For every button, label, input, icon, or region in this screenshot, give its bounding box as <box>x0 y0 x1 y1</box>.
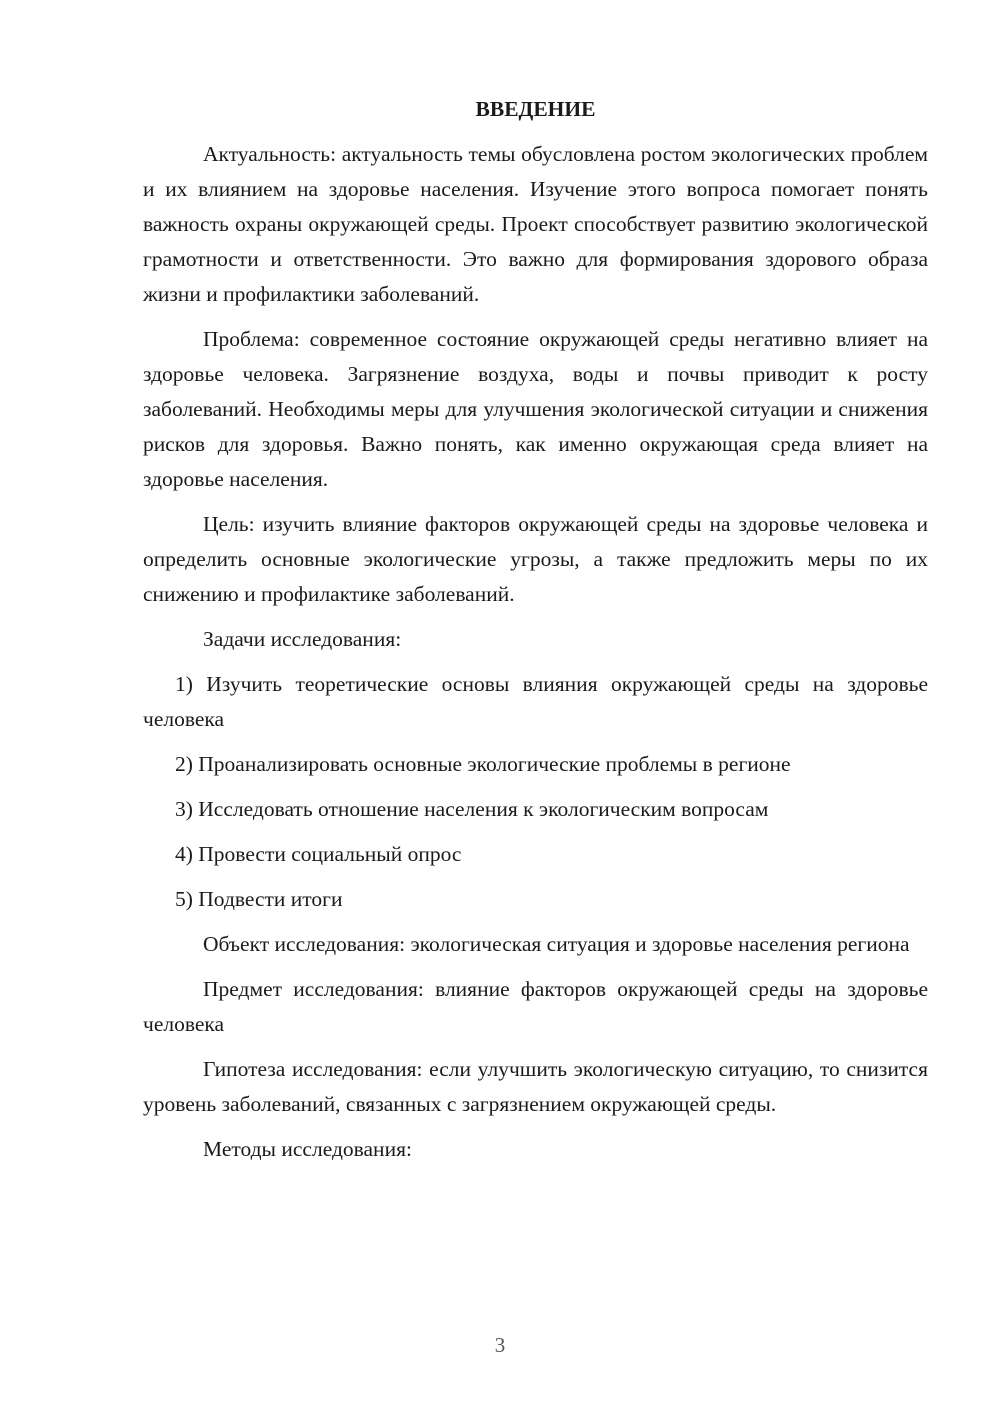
problem-paragraph: Проблема: современное состояние окружающей среды негативно влияет на здоровье человека. Загрязнение воздуха, воды и почвы приводит к росту заболеваний. Необходимы меры для улучшения экологической ситуации и снижения рисков для здоровья. Важно понять, как именно окружающая среда влияет на здоровье населения. <box>143 327 928 491</box>
tasks-title: Задачи исследования: <box>203 627 402 651</box>
tasks-list <box>143 667 928 917</box>
task-item: 3) Исследовать отношение населения к экологическим вопросам <box>175 797 769 821</box>
subject-paragraph: Предмет исследования: влияние факторов окружающей среды на здоровье человека <box>143 977 928 1036</box>
task-item: 1) Изучить теоретические основы влияния окружающей среды на здоровье человека <box>143 672 928 731</box>
document-page <box>143 92 928 1177</box>
task-item: 2) Проанализировать основные экологические проблемы в регионе <box>175 752 791 776</box>
task-item: 5) Подвести итоги <box>175 887 343 911</box>
document-heading: ВВЕДЕНИЕ <box>475 97 596 121</box>
goal-paragraph: Цель: изучить влияние факторов окружающей среды на здоровье человека и определить основные экологические угрозы, а также предложить меры по их снижению и профилактике заболеваний. <box>143 512 928 606</box>
relevance-paragraph: Актуальность: актуальность темы обусловлена ростом экологических проблем и их влиянием на здоровье населения. Изучение этого вопроса помогает понять важность охраны окружающей среды. Проект способствует развитию экологической грамотности и ответственности. Это важно для формирования здорового образа жизни и профилактики заболеваний. <box>143 142 928 306</box>
hypothesis-paragraph: Гипотеза исследования: если улучшить экологическую ситуацию, то снизится уровень заболеваний, связанных с загрязнением окружающей среды. <box>143 1057 928 1116</box>
page-number: 3 <box>494 1333 506 1357</box>
task-item: 4) Провести социальный опрос <box>175 842 462 866</box>
object-paragraph: Объект исследования: экологическая ситуация и здоровье населения региона <box>203 932 910 956</box>
methods-title: Методы исследования: <box>203 1137 412 1161</box>
